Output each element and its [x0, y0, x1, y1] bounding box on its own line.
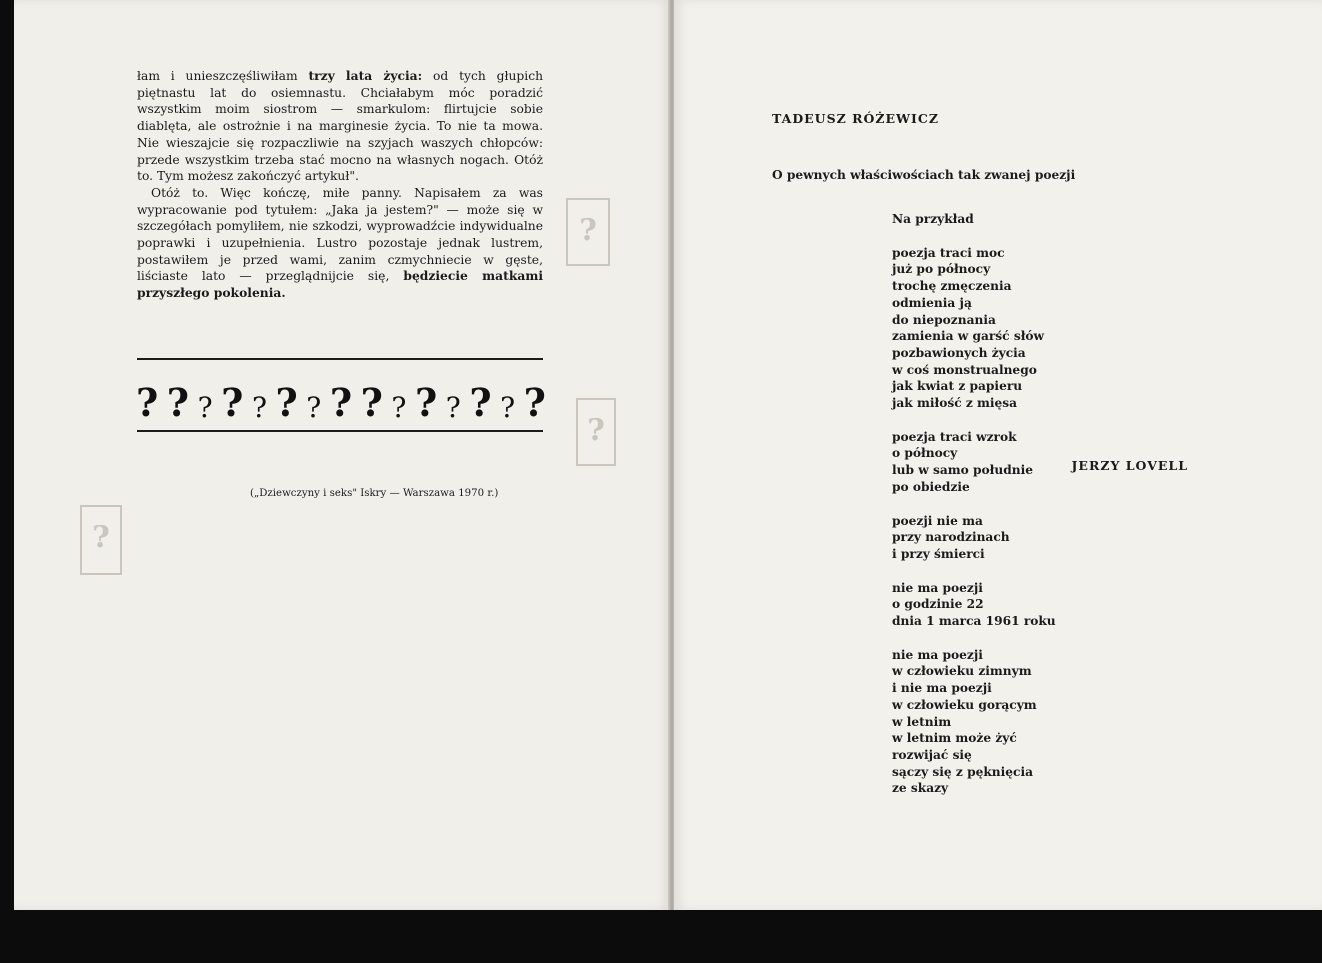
question-mark: ? [251, 391, 267, 424]
poem-line: w letnim [892, 714, 952, 729]
bleed-through-question-box: ? [566, 198, 610, 266]
article-paragraph [137, 185, 543, 302]
poem-line: przy narodzinach [892, 530, 1010, 545]
poem-line: w człowieku gorącym [892, 697, 1037, 712]
question-mark: ? [221, 380, 244, 425]
paragraph-text: łam i unieszczęśliwiłam [137, 69, 309, 83]
poem-line: nie ma poezji [892, 580, 983, 595]
question-mark: ? [414, 380, 438, 425]
poem-stanza [892, 647, 1092, 797]
poem-line: poezja traci wzrok [892, 429, 1017, 444]
poem-line: zamienia w garść słów [892, 329, 1044, 344]
paragraph-emphasis: będziecie matkami przyszłego pokolenia. [137, 268, 544, 301]
poem-line: w człowieku zimnym [892, 664, 1032, 679]
question-mark: ? [360, 380, 383, 425]
question-mark: ? [523, 380, 546, 425]
poem-line: jak miłość z mięsa [892, 396, 1018, 411]
poem-line: po obiedzie [892, 479, 970, 494]
paragraph-text: od tych głupich piętnastu lat do osiemnastu. Chciałabym móc poradzić wszystkim moim siostrom — smarkulom: flirtujcie sobie diablęta, ale ostrożnie i na marginesie życia. To nie ta mowa. Nie wieszajcie się rozpaczliwie na szyjach waszych chłopców: przede wszystkim trzeba stać mocno na własnych nogach. Otóż to. Tym możesz zakończyć artykuł". [137, 69, 544, 184]
poem-line: ze skazy [892, 781, 949, 796]
poem-line: o godzinie 22 [892, 597, 984, 612]
bottom-rule [137, 430, 543, 432]
paragraph-text: Otóż to. Więc kończę, miłe panny. Napisałem za was wypracowanie pod tytułem: „Jaka ja jestem?" — może się w szczegółach pomyliłem, nie szkodzi, wyprowadźcie indywidualne poprawki i uzupełnienia. Lustro pozostaje jednak lustrem, postawiłem je przed wami, zanim czmychniecie w gęste, liściaste lato — przeglądnijcie się, [137, 185, 543, 284]
poem-line: trochę zmęczenia [892, 279, 1012, 294]
question-mark: ? [306, 391, 322, 424]
poem-stanza [892, 580, 1092, 630]
poem-line: poezji nie ma [892, 513, 983, 528]
question-mark: ? [136, 380, 159, 425]
question-mark: ? [166, 380, 190, 425]
poem-line: rozwijać się [892, 747, 972, 762]
poem-author: TADEUSZ RÓŻEWICZ [772, 111, 939, 126]
bleed-through-question-box: ? [80, 505, 122, 575]
poem-line: lub w samo południe [892, 463, 1033, 478]
question-mark: ? [275, 380, 298, 425]
poem-line: do niepoznania [892, 312, 996, 327]
top-rule [137, 358, 543, 360]
poem-line: Na przykład [892, 212, 974, 226]
poem-line: poezja traci moc [892, 245, 1005, 260]
poem-line: sączy się z pęknięcia [892, 764, 1033, 779]
question-mark: ? [469, 380, 492, 425]
poem-line: nie ma poezji [892, 647, 983, 662]
poem-line: jak kwiat z papieru [892, 379, 1023, 394]
question-mark: ? [500, 391, 516, 424]
poem-line: pozbawionych życia [892, 345, 1026, 360]
question-marks-row [136, 372, 546, 425]
poem-line: o północy [892, 446, 958, 461]
poem-stanza [892, 513, 1092, 563]
poem-line: w coś monstrualnego [892, 362, 1037, 377]
poem-line: i przy śmierci [892, 546, 985, 561]
paragraph-emphasis: trzy lata życia: [308, 68, 423, 83]
question-mark: ? [391, 391, 407, 424]
question-mark: ? [197, 391, 213, 424]
poem-stanza [892, 245, 1092, 412]
poem-line: w letnim może żyć [892, 731, 1017, 746]
article-paragraph [137, 68, 543, 185]
poem-line: odmienia ją [892, 295, 972, 310]
poem-body [892, 211, 1092, 814]
poem-title: O pewnych właściwościach tak zwanej poezji [772, 168, 1076, 182]
poem-stanza [892, 429, 1092, 496]
question-mark: ? [445, 391, 461, 424]
bleed-through-question-box: ? [576, 398, 616, 466]
article-author: JERZY LOVELL [1071, 458, 1188, 473]
poem-stanza [892, 211, 1092, 228]
poem-line: i nie ma poezji [892, 681, 992, 696]
poem-line: już po północy [892, 262, 991, 277]
article-source: („Dziewczyny i seks" Iskry — Warszawa 1970 r.) [250, 488, 499, 499]
poem-line: dnia 1 marca 1961 roku [892, 614, 1056, 629]
question-mark: ? [329, 380, 353, 425]
article-text [137, 68, 543, 302]
